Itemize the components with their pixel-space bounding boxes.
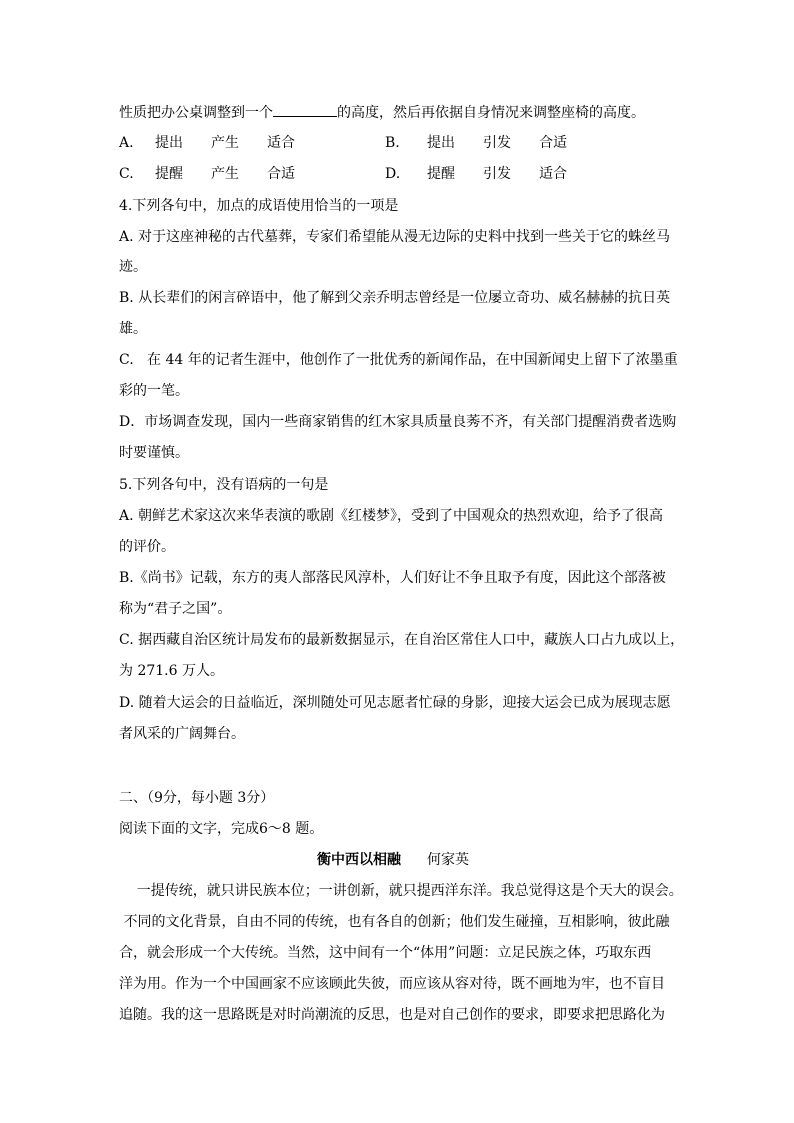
option-word-3: 适合	[267, 135, 295, 151]
option-letter: A.	[119, 135, 134, 151]
q5-option-d-line2: 者风采的广阔舞台。	[119, 726, 245, 742]
q5-option-a-line2: 的评价。	[119, 539, 175, 555]
q5-stem: 5.下列各句中，没有语病的一句是	[119, 477, 329, 493]
passage-title	[317, 850, 469, 870]
q4-option-c-line1: C. 在 44 年的记者生涯中，他创作了一批优秀的新闻作品，在中国新闻史上留下了浓墨重	[119, 352, 678, 368]
passage-line: 洋为用。作为一个中国画家不应该顾此失彼，而应该从容对待，既不画地为牢，也不盲目	[119, 976, 665, 992]
passage-line: 一提传统，就只讲民族本位；一讲创新，就只提西洋东洋。我总觉得这是个天大的误会。	[119, 883, 683, 899]
option-word-3: 适合	[539, 166, 567, 182]
q5-option-b-line2: 称为“君子之国”。	[119, 601, 232, 617]
q3-stem-pre: 性质把办公桌调整到一个	[119, 105, 273, 121]
option-word-1: 提出	[155, 135, 183, 151]
passage-line: 合，就会形成一个大传统。当然，这中间有一个“体用”问题：立足民族之体，巧取东西	[119, 945, 652, 961]
q4-option-d-line1: D．市场调查发现，国内一些商家销售的红木家具质量良莠不齐，有关部门提醒消费者选购	[119, 414, 677, 430]
option-word-2: 产生	[211, 135, 239, 151]
q5-option-c-line1: C. 据西藏自治区统计局发布的最新数据显示，在自治区常住人口中，藏族人口占九成以上，	[119, 632, 685, 648]
q5-option-a-line1: A. 朝鲜艺术家这次来华表演的歌剧《红楼梦》，受到了中国观众的热烈欢迎，给予了很高	[119, 508, 664, 524]
option-word-3: 合适	[267, 166, 295, 182]
option-word-2: 产生	[211, 166, 239, 182]
passage-title-text: 衡中西以相融	[317, 852, 401, 868]
passage-author: 何家英	[427, 852, 469, 868]
option-word-2: 引发	[483, 166, 511, 182]
option-letter: C.	[119, 166, 134, 182]
q5-option-c-line2: 为 271.6 万人。	[119, 663, 224, 679]
q4-option-a-line2: 迹。	[119, 259, 147, 275]
fill-in-blank	[273, 102, 337, 117]
q5-option-b-line1: B.《尚书》记载，东方的夷人部落民风淳朴，人们好让不争且取予有度，因此这个部落被	[119, 570, 666, 586]
q4-option-c-line2: 彩的一笔。	[119, 383, 189, 399]
q4-stem: 4.下列各句中，加点的成语使用恰当的一项是	[119, 198, 399, 214]
option-word-2: 引发	[483, 135, 511, 151]
option-word-3: 合适	[539, 135, 567, 151]
option-word-1: 提醒	[427, 166, 455, 182]
passage-line: 不同的文化背景，自由不同的传统，也有各自的创新；他们发生碰撞，互相影响，彼此融	[119, 914, 670, 930]
passage-line: 追随。我的这一思路既是对时尚潮流的反思，也是对自己创作的要求，即要求把思路化为	[119, 1007, 665, 1023]
option-word-1: 提醒	[155, 166, 183, 182]
q4-option-a-line1: A. 对于这座神秘的古代墓葬，专家们希望能从漫无边际的史料中找到一些关于它的蛛丝马	[119, 229, 671, 245]
option-letter: D.	[385, 166, 401, 182]
q4-option-b-line1: B. 从长辈们的闲言碎语中，他了解到父亲乔明志曾经是一位屡立奇功、威名赫赫的抗日英	[119, 290, 671, 306]
q4-option-d-line2: 时要谨慎。	[119, 445, 189, 461]
q5-option-d-line1: D. 随着大运会的日益临近，深圳随处可见志愿者忙碌的身影，迎接大运会已成为展现志愿	[119, 695, 671, 711]
option-letter: B.	[385, 135, 400, 151]
section-instruction: 阅读下面的文字，完成6～8 题。	[119, 821, 324, 837]
q3-stem-post: 的高度，然后再依据自身情况来调整座椅的高度。	[337, 105, 645, 121]
option-word-1: 提出	[427, 135, 455, 151]
section-heading: 二、（9分，每小题 3分）	[119, 790, 275, 806]
q4-option-b-line2: 雄。	[119, 321, 147, 337]
q3-stem	[119, 102, 645, 122]
